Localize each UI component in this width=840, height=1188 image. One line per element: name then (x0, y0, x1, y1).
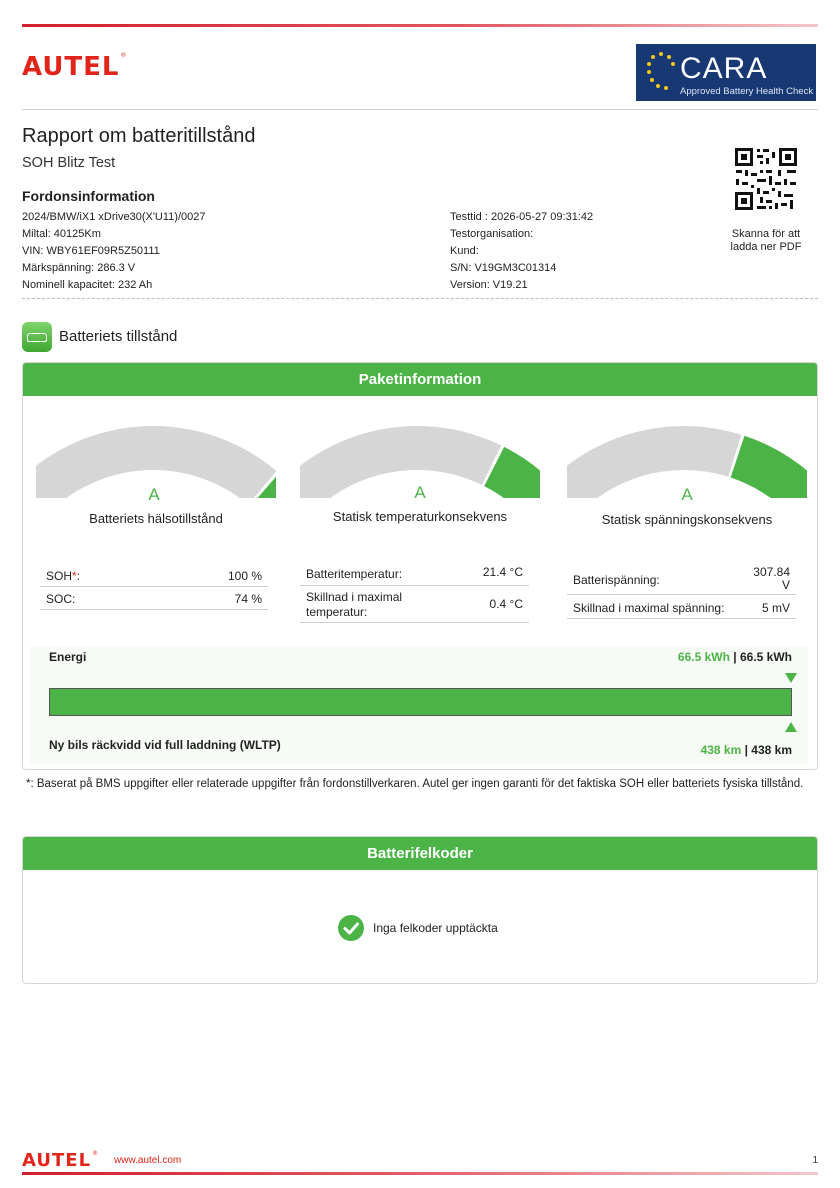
table-row (300, 563, 529, 586)
battery-car-icon (22, 322, 52, 352)
range-current: 438 km (700, 743, 742, 757)
battery-section-title: Batteriets tillstånd (59, 328, 178, 345)
report-title: Rapport om batteritillstånd (22, 125, 256, 147)
gauge-level (731, 436, 807, 498)
check-circle-icon (338, 915, 364, 941)
table-row (567, 595, 796, 619)
battery-voltage-label: Batterispänning: (573, 573, 660, 587)
pack-info-header: Paketinformation (23, 363, 817, 396)
max-voltage-diff-value: 5 mV (761, 601, 790, 615)
test-organisation: Testorganisation: (450, 228, 534, 240)
energy-label: Energi (49, 650, 87, 664)
vehicle-mileage: Miltal: 40125Km (22, 228, 101, 240)
cara-title: CARA (680, 52, 768, 85)
range-new: 438 km (751, 743, 792, 757)
soc-label: SOC: (46, 592, 76, 606)
page-number: 1 (812, 1155, 818, 1166)
report-subtitle: SOH Blitz Test (22, 155, 116, 171)
gauge-track (300, 426, 501, 498)
fault-codes-panel (22, 836, 818, 984)
soc-value: 74 % (234, 592, 262, 606)
energy-bar-fill (50, 689, 791, 715)
qr-code-icon[interactable] (733, 146, 799, 212)
vehicle-info-right (450, 209, 593, 294)
autel-logo: AUTEL® (22, 52, 128, 82)
table-row (567, 565, 796, 595)
max-temperature-diff-value: 0.4 °C (489, 597, 523, 611)
gauge-track (567, 426, 741, 498)
voltage-gauge-title: Statisk spänningskonsekvens (601, 512, 773, 527)
vehicle-info-heading: Fordonsinformation (22, 188, 155, 204)
rated-voltage: Märkspänning: 286.3 V (22, 262, 136, 274)
website-link[interactable]: www.autel.com (114, 1155, 182, 1166)
range-marker-icon (785, 722, 797, 732)
soh-table (40, 566, 268, 610)
range-label: Ny bils räckvidd vid full laddning (WLTP) (49, 738, 281, 752)
footnote: *: Baserat på BMS uppgifter eller relaterade uppgifter från fordonstillverkaren. Autel ger ingen garanti för det faktiska SOH eller batteriets fysiska tillstånd. (26, 778, 804, 790)
soh-label: SOH*: (46, 569, 81, 583)
autel-footer-logo: AUTEL® (22, 1150, 100, 1171)
battery-temperature-label: Batteritemperatur: (306, 567, 403, 581)
vehicle-vin: VIN: WBY61EF09R5Z50111 (22, 245, 160, 257)
table-row (40, 566, 268, 587)
serial-number: S/N: V19GM3C01314 (450, 262, 557, 274)
vehicle-info-left (22, 209, 205, 294)
qr-caption: Skanna för att ladda ner PDF (730, 228, 802, 253)
voltage-table (567, 565, 796, 619)
energy-current: 66.5 kWh (677, 650, 730, 664)
energy-bar (49, 688, 792, 716)
range-values: 438 km | 438 km (700, 743, 792, 757)
max-voltage-diff-label: Skillnad i maximal spänning: (573, 601, 725, 615)
energy-marker-icon (785, 673, 797, 683)
info-divider (22, 298, 818, 299)
temperature-grade: A (414, 483, 426, 502)
soh-gauge-title: Batteriets hälsotillstånd (89, 511, 223, 526)
header-divider (22, 109, 818, 110)
eu-stars-icon (644, 50, 678, 96)
cara-badge (636, 44, 816, 101)
voltage-grade: A (681, 485, 693, 504)
no-fault-codes-message: Inga felkoder upptäckta (373, 921, 498, 935)
bottom-accent-line (22, 1172, 818, 1175)
max-temperature-diff-label: Skillnad i maximal temperatur: (306, 590, 403, 619)
table-row (40, 587, 268, 610)
soh-value: 100 % (227, 569, 262, 583)
battery-temperature-value: 21.4 °C (482, 565, 523, 579)
test-time: Testtid : 2026-05-27 09:31:42 (450, 211, 594, 223)
cara-subtitle: Approved Battery Health Check (680, 86, 814, 97)
soh-grade: A (148, 485, 160, 504)
temperature-gauge-title: Statisk temperaturkonsekvens (332, 509, 508, 524)
vehicle-model: 2024/BMW/iX1 xDrive30(X'U11)/0027 (22, 211, 206, 223)
table-row (300, 586, 529, 623)
fault-codes-header: Batterifelkoder (23, 837, 817, 870)
battery-voltage-value: 307.84 V (753, 565, 790, 592)
nominal-capacity: Nominell kapacitet: 232 Ah (22, 279, 153, 291)
temperature-table (300, 563, 529, 623)
energy-values: 66.5 kWh | 66.5 kWh (677, 650, 792, 664)
customer: Kund: (450, 245, 479, 257)
energy-new: 66.5 kWh (739, 650, 792, 664)
top-accent-line (22, 24, 818, 27)
software-version: Version: V19.21 (450, 279, 528, 291)
